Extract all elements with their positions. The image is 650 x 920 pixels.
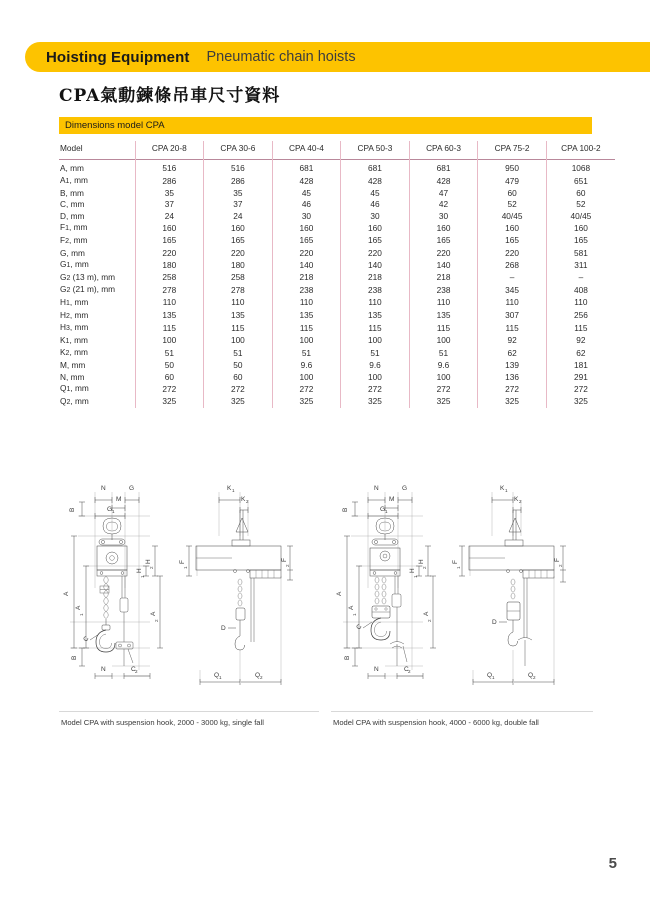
table-cell: 45 [272,188,341,200]
table-row [59,259,615,272]
row-label: C, mm [60,199,85,210]
table-cell: 165 [135,235,204,248]
row-label: A, mm [60,162,84,173]
table-cell: 30 [272,211,341,223]
svg-text:1: 1 [456,566,461,569]
dim-label-K1: K [227,485,232,492]
table-cell: 92 [546,335,615,348]
drawing-caption-left: Model CPA with suspension hook, 2000 - 3000 kg, single fall [61,718,264,727]
table-cell: 40/45 [546,211,615,223]
dim-label-B-bottom-r: B [344,655,351,660]
table-cell: 160 [272,222,341,235]
dim-label-G1-r: G [380,506,386,513]
table-row [59,310,615,323]
table-cell: 24 [204,211,273,223]
table-cell: 165 [478,235,547,248]
dim-label-N-bottom-r: N [374,666,379,673]
drawing-side-double-fall [452,485,566,685]
row-label: K2, mm [60,347,88,358]
table-cell: 268 [478,259,547,272]
table-cell: 60 [135,372,204,384]
table-cell: 160 [135,222,204,235]
table-cell: 220 [135,248,204,260]
table-cell: 479 [478,175,547,188]
page-header-bar [25,42,650,72]
table-cell: 51 [272,347,341,360]
table-cell: 325 [135,396,204,409]
table-cell: 110 [272,297,341,310]
table-row [59,188,615,200]
table-row [59,199,615,211]
dim-label-K2-r: K [514,496,519,503]
table-cell: 286 [204,175,273,188]
table-cell: 60 [204,372,273,384]
svg-text:2: 2 [427,619,432,622]
table-row [59,284,615,297]
table-cell: 100 [204,335,273,348]
table-cell: 165 [341,235,410,248]
table-row [59,248,615,260]
table-row [59,222,615,235]
svg-text:2: 2 [519,499,522,504]
table-cell: 9.6 [272,360,341,372]
table-cell: – [546,272,615,285]
table-cell: 46 [341,199,410,211]
table-row [59,360,615,372]
table-cell: 408 [546,284,615,297]
table-cell: 51 [204,347,273,360]
table-cell: 345 [478,284,547,297]
row-label: N, mm [60,371,85,382]
caption-rule-right [331,711,593,712]
table-cell: 165 [204,235,273,248]
row-label: K1, mm [60,334,88,345]
caption-rule-left [59,711,319,712]
table-row [59,160,615,176]
table-row [59,175,615,188]
table-cell: 325 [546,396,615,409]
row-label: H2, mm [60,309,89,320]
row-label: H3, mm [60,322,89,333]
page-title: Hoisting Equipment [46,48,190,66]
table-row [59,235,615,248]
table-cell: 272 [272,383,341,396]
dim-label-A2: A [150,611,157,616]
table-cell: 139 [478,360,547,372]
dim-label-B-top-r: B [342,507,349,512]
table-cell: 325 [409,396,478,409]
table-cell: 325 [478,396,547,409]
table-cell: 311 [546,259,615,272]
table-cell: 110 [204,297,273,310]
table-cell: 681 [341,160,410,176]
table-cell: 100 [409,372,478,384]
table-cell: 47 [409,188,478,200]
table-cell: 35 [204,188,273,200]
table-cell: 278 [135,284,204,297]
dim-label-Q2-r: C [404,666,409,673]
table-cell: 37 [204,199,273,211]
page-subtitle: Pneumatic chain hoists [206,49,356,65]
dim-label-Q2-side: Q [255,672,261,679]
table-cell: 272 [478,383,547,396]
table-header-cpa-100-2: CPA 100-2 [546,141,615,160]
svg-text:1: 1 [492,675,495,680]
table-cell: 60 [478,188,547,200]
table-cell: 238 [341,284,410,297]
drawing-caption-right: Model CPA with suspension hook, 4000 - 6000 kg, double fall [333,718,539,727]
dim-label-K2: K [241,496,246,503]
drawings-svg [0,470,650,720]
drawing-front-single-fall [63,485,163,679]
table-cell: 62 [546,347,615,360]
dim-label-C-r: C [355,623,364,632]
table-cell: 140 [409,259,478,272]
table-cell: 165 [272,235,341,248]
table-cell: 110 [546,297,615,310]
table-cell: 60 [546,188,615,200]
table-cell: 30 [409,211,478,223]
table-cell: 140 [272,259,341,272]
table-cell: 681 [272,160,341,176]
dim-label-G-r: G [402,485,408,492]
row-label: M, mm [60,359,86,370]
table-cell: 51 [341,347,410,360]
dimensions-table-container [59,141,615,408]
drawing-side-single-fall [179,485,293,685]
table-cell: 9.6 [409,360,478,372]
dim-label-F1: F [179,560,186,564]
table-cell: 272 [409,383,478,396]
table-cell: 581 [546,248,615,260]
svg-text:2: 2 [154,619,159,622]
row-label: Q2, mm [60,395,89,406]
table-cell: 100 [409,335,478,348]
svg-text:1: 1 [385,509,388,514]
table-cell: 115 [341,322,410,335]
table-cell: 256 [546,310,615,323]
table-row [59,272,615,285]
table-cell: 35 [135,188,204,200]
dim-label-Q2: C [131,666,136,673]
table-cell: 160 [341,222,410,235]
table-cell: 272 [204,383,273,396]
svg-text:1: 1 [219,675,222,680]
table-cell: 46 [272,199,341,211]
chinese-title: CPA氣動鍊條吊車尺寸資料 [59,86,281,106]
table-row [59,322,615,335]
svg-text:2: 2 [533,675,536,680]
table-cell: 110 [409,297,478,310]
table-row [59,372,615,384]
table-cell: 325 [272,396,341,409]
table-cell: 218 [272,272,341,285]
table-cell: 220 [341,248,410,260]
table-cell: 325 [204,396,273,409]
table-cell: 52 [546,199,615,211]
table-cell: 135 [409,310,478,323]
table-cell: 218 [341,272,410,285]
table-cell: 140 [341,259,410,272]
table-cell: 220 [478,248,547,260]
table-cell: 220 [272,248,341,260]
dim-label-N: N [101,485,106,492]
table-cell: 272 [341,383,410,396]
dim-label-A1-r: A [348,605,355,610]
table-row [59,335,615,348]
dimensions-table [59,141,615,408]
svg-text:2: 2 [422,566,427,569]
table-cell: 42 [409,199,478,211]
table-cell: 30 [341,211,410,223]
table-cell: 92 [478,335,547,348]
table-cell: 272 [135,383,204,396]
table-cell: 428 [272,175,341,188]
table-cell: 37 [135,199,204,211]
table-cell: 651 [546,175,615,188]
svg-text:1: 1 [79,613,84,616]
table-row [59,347,615,360]
row-label: A1, mm [60,175,88,185]
table-row [59,396,615,409]
dim-label-K1-r: K [500,485,505,492]
row-label: D, mm [60,210,85,221]
svg-text:2: 2 [408,669,411,674]
table-header-cpa-30-6: CPA 30-6 [204,141,273,160]
table-header-cpa-20-8: CPA 20-8 [135,141,204,160]
table-cell: 160 [409,222,478,235]
table-cell: 160 [204,222,273,235]
row-label: G1, mm [60,259,89,270]
svg-text:2: 2 [558,564,563,567]
table-cell: 100 [135,335,204,348]
row-label: Q1, mm [60,383,89,394]
dim-label-B-bottom: B [71,655,78,660]
table-cell: 950 [478,160,547,176]
table-cell: 307 [478,310,547,323]
dim-label-F2: F [281,558,288,562]
table-cell: 325 [341,396,410,409]
table-cell: 115 [272,322,341,335]
table-cell: 278 [204,284,273,297]
table-cell: 135 [204,310,273,323]
svg-text:1: 1 [505,488,508,493]
row-label: G2 (21 m), mm [60,284,116,295]
table-cell: 220 [409,248,478,260]
table-header-cpa-50-3: CPA 50-3 [341,141,410,160]
dim-label-D-r: D [492,619,497,626]
table-cell: 286 [135,175,204,188]
table-cell: 516 [135,160,204,176]
table-cell: 160 [478,222,547,235]
drawing-front-double-fall [336,485,436,679]
table-cell: 50 [204,360,273,372]
table-cell: 1068 [546,160,615,176]
dim-label-Q1: Q [214,672,220,679]
table-cell: 218 [409,272,478,285]
table-row [59,297,615,310]
table-row [59,383,615,396]
table-cell: 160 [546,222,615,235]
dim-label-Q2-side-r: Q [528,672,534,679]
table-cell: 115 [546,322,615,335]
svg-text:1: 1 [352,613,357,616]
table-cell: 258 [204,272,273,285]
svg-text:1: 1 [140,575,145,578]
row-label: G, mm [60,247,85,258]
dim-label-Q1-r: Q [487,672,493,679]
table-cell: 220 [204,248,273,260]
dim-label-H1: H [136,568,143,573]
table-cell: 428 [341,175,410,188]
table-cell: 115 [135,322,204,335]
table-cell: 50 [135,360,204,372]
table-cell: 100 [341,372,410,384]
table-cell: 100 [272,372,341,384]
svg-text:1: 1 [183,566,188,569]
svg-text:2: 2 [246,499,249,504]
row-label: F2, mm [60,234,88,245]
dim-label-B-top: B [69,507,76,512]
dim-label-D: D [221,625,226,632]
dim-label-F2-r: F [554,558,561,562]
table-cell: 258 [135,272,204,285]
svg-text:1: 1 [413,575,418,578]
table-cell: 428 [409,175,478,188]
table-cell: 135 [135,310,204,323]
table-cell: 51 [409,347,478,360]
table-head [59,141,615,160]
dim-label-C: C [82,635,91,644]
table-cell: 180 [135,259,204,272]
table-cell: 62 [478,347,547,360]
table-cell: 238 [272,284,341,297]
table-cell: 136 [478,372,547,384]
table-cell: 110 [341,297,410,310]
table-cell: 110 [478,297,547,310]
table-cell: 272 [546,383,615,396]
row-label: F1, mm [60,222,88,233]
row-label: H1, mm [60,296,89,307]
table-cell: 135 [272,310,341,323]
table-cell: 115 [204,322,273,335]
dim-label-A: A [63,591,70,596]
section-header-bar [59,117,592,134]
table-cell: 24 [135,211,204,223]
dim-label-M: M [116,496,122,503]
dim-label-N-bottom: N [101,666,106,673]
table-cell: 115 [478,322,547,335]
row-label: G2 (13 m), mm [60,271,116,282]
table-header-cpa-75-2: CPA 75-2 [478,141,547,160]
dim-label-F1-r: F [452,560,459,564]
table-cell: 100 [341,335,410,348]
dim-label-H2: H [145,559,152,564]
table-cell: 516 [204,160,273,176]
table-cell: 135 [341,310,410,323]
page-number: 5 [608,855,617,872]
table-cell: 165 [409,235,478,248]
technical-drawings [0,470,650,720]
row-label: B, mm [60,187,84,198]
table-cell: – [478,272,547,285]
table-cell: 181 [546,360,615,372]
table-cell: 115 [409,322,478,335]
dim-label-G1: G [107,506,113,513]
dim-label-A1: A [75,605,82,610]
dim-label-M-r: M [389,496,395,503]
svg-text:2: 2 [260,675,263,680]
table-header-cpa-40-4: CPA 40-4 [272,141,341,160]
table-cell: 100 [272,335,341,348]
table-cell: 681 [409,160,478,176]
table-header-row [59,141,615,160]
dim-label-G: G [129,485,135,492]
table-cell: 165 [546,235,615,248]
table-cell: 291 [546,372,615,384]
table-cell: 51 [135,347,204,360]
svg-text:2: 2 [149,566,154,569]
table-cell: 9.6 [341,360,410,372]
table-cell: 45 [341,188,410,200]
table-body [59,160,615,409]
svg-text:2: 2 [135,669,138,674]
table-cell: 238 [409,284,478,297]
table-cell: 52 [478,199,547,211]
svg-text:1: 1 [112,509,115,514]
dim-label-H2-r: H [418,559,425,564]
section-label: Dimensions model CPA [65,120,165,131]
svg-text:1: 1 [232,488,235,493]
table-header-model: Model [60,143,83,153]
table-header-cpa-60-3: CPA 60-3 [409,141,478,160]
table-row [59,211,615,223]
table-cell: 180 [204,259,273,272]
dim-label-N-r: N [374,485,379,492]
table-cell: 40/45 [478,211,547,223]
dim-label-A-r: A [336,591,343,596]
dim-label-H1-r: H [409,568,416,573]
svg-text:2: 2 [285,564,290,567]
dim-label-A2-r: A [423,611,430,616]
table-cell: 110 [135,297,204,310]
